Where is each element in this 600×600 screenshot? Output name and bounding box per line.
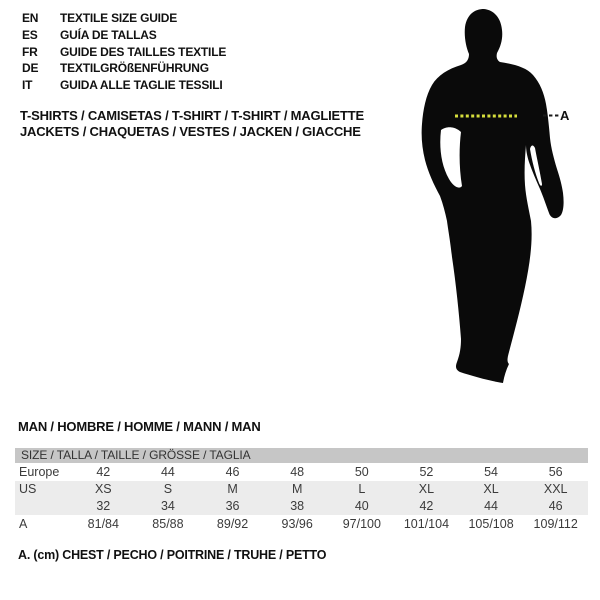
size-cell: 44	[160, 465, 175, 479]
size-cell: 52	[419, 465, 434, 479]
size-cell: 85/88	[152, 517, 184, 531]
category-tshirts: T-SHIRTS / CAMISETAS / T-SHIRT / T-SHIRT / MAGLIETTE	[20, 108, 364, 123]
language-guide-list	[22, 10, 226, 93]
row-label: A	[19, 517, 28, 531]
size-cell: 81/84	[87, 517, 119, 531]
language-row-de	[22, 60, 226, 77]
size-cell: 56	[548, 465, 563, 479]
size-cell: XL	[394, 481, 459, 498]
language-code: EN	[22, 11, 39, 26]
size-table	[15, 448, 588, 533]
language-label: TEXTILE SIZE GUIDE	[60, 11, 178, 26]
row-label: Europe	[19, 465, 60, 479]
size-cell: M	[200, 481, 265, 498]
size-cell: 32	[71, 498, 136, 515]
man-silhouette-figure	[390, 0, 600, 400]
size-cell: 97/100	[342, 517, 381, 531]
table-row-us	[15, 481, 588, 498]
size-table-header-row	[15, 448, 588, 463]
measure-point-a-label: A	[560, 108, 570, 123]
category-jackets: JACKETS / CHAQUETAS / VESTES / JACKEN / GIACCHE	[20, 123, 361, 139]
size-cell: 54	[484, 465, 499, 479]
size-cell: 46	[225, 465, 240, 479]
man-silhouette-shape	[422, 9, 564, 383]
size-cell: 36	[200, 498, 265, 515]
size-cell: 46	[523, 498, 588, 515]
language-code: FR	[22, 44, 38, 59]
size-cell: 44	[459, 498, 524, 515]
size-cell: 42	[394, 498, 459, 515]
size-cell: 38	[265, 498, 330, 515]
size-cell: 48	[290, 465, 305, 479]
language-code: ES	[22, 28, 38, 43]
size-table-header: SIZE / TALLA / TAILLE / GRÖSSE / TAGLIA	[15, 448, 588, 463]
size-cell: XXL	[523, 481, 588, 498]
size-cell: 40	[330, 498, 395, 515]
size-cell: 93/96	[281, 517, 313, 531]
size-cell: 105/108	[468, 517, 514, 531]
language-row-it	[22, 77, 226, 94]
language-code: IT	[22, 78, 33, 93]
language-label: TEXTILGRÖßENFÜHRUNG	[60, 61, 209, 76]
table-row-us-numeric	[15, 498, 588, 515]
table-row-europe	[15, 463, 588, 481]
size-cell: 34	[136, 498, 201, 515]
language-code: DE	[22, 61, 39, 76]
category-list	[20, 108, 364, 139]
size-cell: XL	[459, 481, 524, 498]
table-row-chest-a	[15, 515, 588, 533]
size-cell: 89/92	[216, 517, 249, 531]
language-row-es	[22, 27, 226, 44]
size-cell: XS	[71, 481, 136, 498]
measurement-footnote: A. (cm) CHEST / PECHO / POITRINE / TRUHE / PETTO	[18, 548, 327, 562]
size-cell: 101/104	[403, 517, 450, 531]
language-row-fr	[22, 43, 226, 60]
size-cell: 109/112	[533, 517, 578, 531]
language-label: GUIDA ALLE TAGLIE TESSILI	[60, 78, 223, 93]
language-row-en	[22, 10, 226, 27]
language-label: GUÍA DE TALLAS	[60, 28, 157, 43]
size-cell: 50	[354, 465, 369, 479]
size-cell: S	[136, 481, 201, 498]
row-label: US	[15, 481, 71, 498]
section-title-man: MAN / HOMBRE / HOMME / MANN / MAN	[18, 419, 261, 434]
size-cell: L	[330, 481, 395, 498]
row-label	[15, 498, 71, 515]
size-cell: M	[265, 481, 330, 498]
language-label: GUIDE DES TAILLES TEXTILE	[60, 44, 227, 59]
size-cell: 42	[96, 465, 111, 479]
